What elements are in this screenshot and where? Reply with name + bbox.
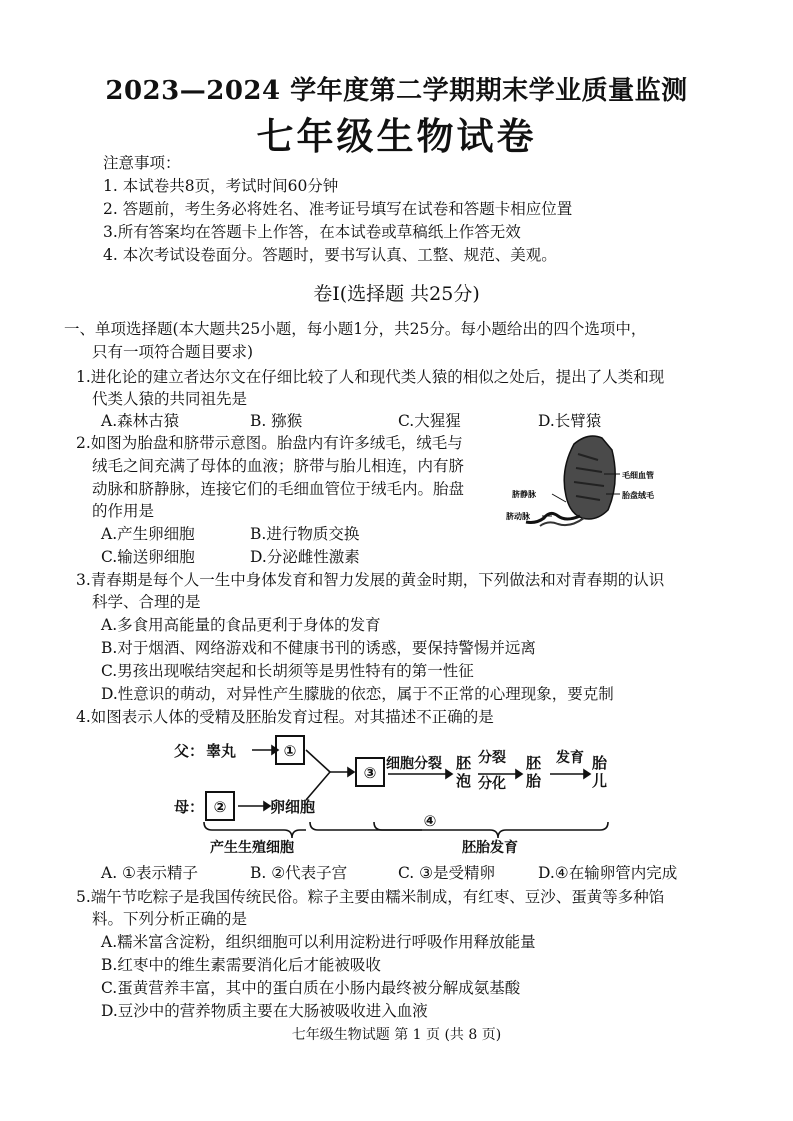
exam-title-line1: 2023—2024 学年度第二学期期末学业质量监测 [105,76,688,106]
bracket-left-label: 产生生殖细胞 [210,840,294,856]
q4-option-a: A. ①表示精子 [101,864,198,882]
label-father: 父： [174,742,205,760]
label-egg: 卵细胞 [270,798,316,816]
q2-stem-4: 的作用是 [92,502,155,520]
label-4: ④ [423,812,437,830]
umbilical-cord [526,513,580,522]
notice-item-4: 4. 本次考试设卷面分。答题时，要书写认真、工整、规范、美观。 [103,246,557,264]
box-1-label: ① [283,742,297,760]
q3-stem-1: 3.青春期是每个人一生中身体发育和智力发展的黄金时期，下列做法和对青春期的认识 [76,571,665,589]
label-fetus-2: 儿 [592,772,608,790]
q5-option-a: A.糯米富含淀粉，组织细胞可以利用淀粉进行呼吸作用释放能量 [101,933,536,951]
q4-option-c: C. ③是受精卵 [398,864,496,882]
notice-item-3: 3.所有答案均在答题卡上作答，在本试卷或草稿纸上作答无效 [103,223,521,241]
label-umbilical-artery: 脐动脉 [506,512,530,521]
q2-stem-1: 2.如图为胎盘和脐带示意图。胎盘内有许多绒毛，绒毛与 [76,434,463,452]
label-villus: 胎盘绒毛 [622,491,654,500]
q1-option-a: A.森林古猿 [101,412,180,430]
label-develop: 发育 [556,750,584,766]
q2-option-c: C.输送卵细胞 [101,548,195,566]
q2-stem-2: 绒毛之间充满了母体的血液；脐带与胎儿相连，内有脐 [92,457,465,475]
label-cell-division: 细胞分裂 [386,756,442,772]
label-blastocyst-2: 泡 [456,772,472,790]
label-umbilical-vein: 脐静脉 [512,490,536,499]
box-2-label: ② [213,798,227,816]
q2-option-b: B.进行物质交换 [250,525,360,543]
page-footer: 七年级生物试题 第 1 页 (共 8 页) [291,1027,502,1043]
q1-stem-1: 1.进化论的建立者达尔文在仔细比较了人和现代类人猿的相似之处后，提出了人类和现 [76,368,665,386]
q5-stem-2: 料。下列分析正确的是 [92,910,248,928]
q3-stem-2: 科学、合理的是 [92,593,201,611]
q5-stem-1: 5.端午节吃粽子是我国传统民俗。粽子主要由糯米制成，有红枣、豆沙、蛋黄等多种馅 [76,888,665,906]
label-mother: 母： [174,798,205,816]
label-embryo-1: 胚 [526,754,542,772]
q1-option-b: B. 猕猴 [250,412,303,430]
q2-stem-3: 动脉和脐静脉，连接它们的毛细血管位于绒毛内。胎盘 [92,480,465,498]
q5-option-b: B.红枣中的维生素需要消化后才能被吸收 [101,956,381,974]
notice-item-1: 1. 本试卷共8页，考试时间60分钟 [103,177,339,195]
bracket-left [204,822,306,838]
label-embryo-2: 胎 [526,772,542,790]
q3-option-c: C.男孩出现喉结突起和长胡须等是男性特有的第一性征 [101,662,474,680]
section-title: 卷Ⅰ(选择题 共25分) [313,283,480,305]
section-instruction-2: 只有一项符合题目要求) [92,343,254,361]
exam-title-line2: 七年级生物试卷 [256,114,537,158]
label-fetus-1: 胎 [592,754,608,772]
bracket-right [374,822,608,838]
label-capillary: 毛细血管 [622,471,654,480]
placenta-figure [500,430,700,530]
q4-option-d: D.④在输卵管内完成 [538,864,678,882]
label-split: 分裂 [478,750,506,766]
box-3-label: ③ [363,764,377,782]
section-instruction-1: 一、单项选择题(本大题共25小题，每小题1分，共25分。每小题给出的四个选项中， [64,320,647,338]
q2-option-a: A.产生卵细胞 [101,525,195,543]
q3-option-b: B.对于烟酒、网络游戏和不健康书刊的诱惑，要保持警惕并远离 [101,639,536,657]
placenta-shape [564,436,615,519]
label-testis: 睾丸 [206,742,237,760]
fertilization-diagram [160,728,630,858]
q3-option-a: A.多食用高能量的食品更利于身体的发育 [101,616,381,634]
bracket-4 [310,822,422,830]
q5-option-c: C.蛋黄营养丰富，其中的蛋白质在小肠内最终被分解成氨基酸 [101,979,521,997]
q1-stem-2: 代类人猿的共同祖先是 [92,390,248,408]
notice-heading: 注意事项： [103,154,181,172]
q2-option-d: D.分泌雌性激素 [250,548,360,566]
q4-stem: 4.如图表示人体的受精及胚胎发育过程。对其描述不正确的是 [76,708,494,726]
merge-lines [306,750,330,800]
label-blastocyst-1: 胚 [456,754,472,772]
q1-option-d: D.长臂猿 [538,412,602,430]
q5-option-d: D.豆沙中的营养物质主要在大肠被吸收进入血液 [101,1002,428,1020]
q4-option-b: B. ②代表子宫 [250,864,348,882]
q1-option-c: C.大猩猩 [398,412,461,430]
bracket-right-label: 胚胎发育 [462,840,518,856]
label-differentiate: 分化 [478,776,506,792]
notice-item-2: 2. 答题前，考生务必将姓名、准考证号填写在试卷和答题卡相应位置 [103,200,573,218]
q3-option-d: D.性意识的萌动，对异性产生朦胧的依恋，属于不正常的心理现象，要克制 [101,685,614,703]
